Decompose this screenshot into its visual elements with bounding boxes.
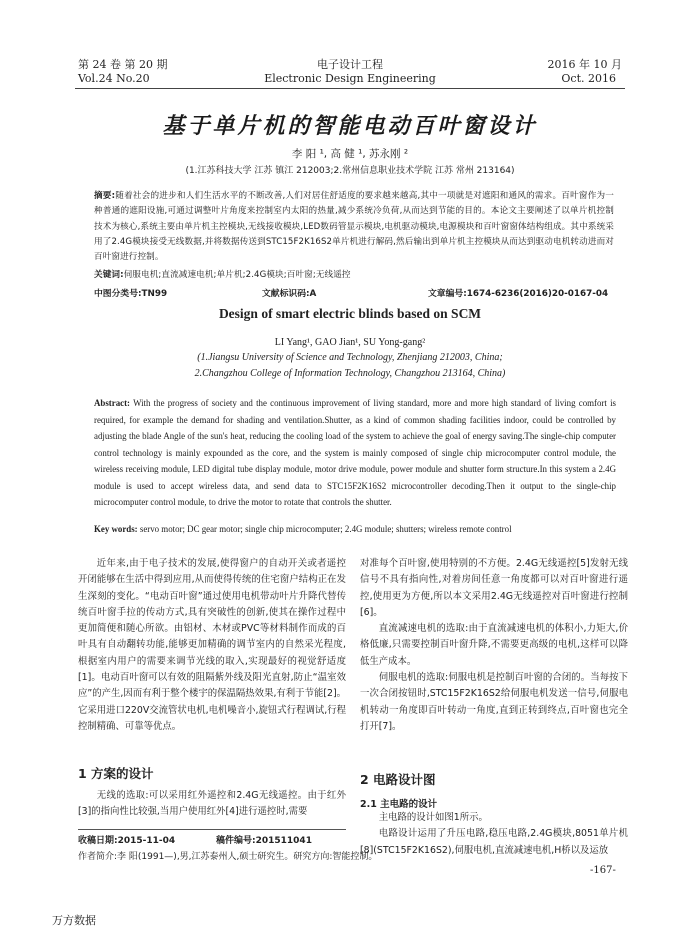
received-date: 收稿日期:2015-11-04 (78, 836, 176, 846)
footnote-rule (78, 829, 346, 830)
manuscript-number: 稿件编号:201511041 (216, 836, 312, 846)
document-code: 文献标识码:A (262, 289, 317, 299)
section-2-title: 2 电路设计图 (360, 772, 436, 787)
journal-name-cn: 电子设计工程 (317, 58, 383, 71)
page-number: -167- (590, 865, 616, 876)
affiliation-en-2: 2.Changzhou College of Information Technology, Changzhou 213164, China) (194, 368, 506, 379)
abstract-en-label: Abstract: (94, 398, 130, 408)
issue-date-cn: 2016 年 10 月 (547, 58, 622, 71)
subsection-2-1-body (360, 810, 628, 859)
keywords-cn-label: 关键词: (94, 270, 124, 280)
journal-volume-cn: 第 24 卷 第 20 期 (78, 58, 168, 71)
right-column (360, 556, 628, 735)
right-paragraph-2: 直流减速电机的选取:由于直流减速电机的体积小,力矩大,价格低廉,只需要控制百叶窗升降,不需要更高级的电机,这样可以降低生产成本。 (360, 623, 628, 667)
journal-volume-en: Vol.24 No.20 (78, 72, 150, 85)
abstract-cn-text: 随着社会的进步和人们生活水平的不断改善,人们对居住舒适度的要求越来越高,其中一项就是对遮阳和通风的需求。百叶窗作为一种普通的遮阳设施,可通过调整叶片角度来控制室内太阳的热量,减少系统冷负荷,从而达到节能的目的。本论文主要阐述了以单片机控制技术为核心,系统主要由单片机主控模块,无线接收模块,LED数码管显示模块,电机驱动模块,电源模块和百叶窗窗体结构组成。其中系统采用了2.4G模块接受无线数据,并将数据传送到STC15F2K16S2单片机进行解码,然后输出到单片机主控模块从而达到驱动电机转动进而对百叶窗进行控制。 (94, 191, 615, 263)
watermark: 万方数据 (52, 914, 96, 927)
title-en: Design of smart electric blinds based on SCM (218, 306, 482, 321)
keywords-cn (94, 268, 614, 283)
abstract-cn (94, 189, 614, 265)
issue-date-en: Oct. 2016 (561, 72, 616, 85)
keywords-cn-text: 伺服电机;直流减速电机;单片机;2.4G模块;百叶窗;无线遥控 (123, 270, 351, 280)
keywords-en-label: Key words: (94, 524, 138, 534)
subsection-2-1-title: 2.1 主电路的设计 (360, 799, 438, 810)
left-column (78, 556, 346, 735)
abstract-en (94, 395, 616, 511)
right-paragraph-5: 电路设计运用了升压电路,稳压电路,2.4G模块,8051单片机[8](STC15F2K16S2),伺服电机,直流减速电机,H桥以及运放 (360, 828, 628, 856)
article-number: 文章编号:1674-6236(2016)20-0167-04 (428, 289, 609, 299)
authors-cn: 李 阳 ¹, 高 健 ¹, 苏永刚 ² (291, 148, 409, 160)
journal-name-en: Electronic Design Engineering (264, 72, 436, 85)
author-bio: 作者简介:李 阳(1991—),男,江苏泰州人,硕士研究生。研究方向:智能控制。 (78, 852, 378, 862)
section-1-body (78, 788, 346, 821)
section-1-title: 1 方案的设计 (78, 766, 154, 781)
abstract-en-text: With the progress of society and the continuous improvement of living standard, more and more high standard of living comfort is required, for example the demand for shading and ventilation.Shutter, as a kind of common shading facilities indoor, could be controlled by adjusting the blade Angle of the sun's heat, reducing the cooling load of the system to achieve the goal of energy saving.The single-chip computer control technology is mainly expounded as the core, and the system is mainly composed of single chip microcomputer control module, the wireless receiving module, LED digital tube display module, motor drive module, power module and shutter form structure.In this system a 2.4G module is used to accept wireless data, and send data to STC15F2K16S2 microcontroller decoding.Then it output to the single-chip microcomputer control module, to drive the motor to rotate that controls the shutter. (94, 398, 616, 507)
right-paragraph-1: 对准每个百叶窗,使用特别的不方便。2.4G无线遥控[5]发射无线信号不具有指向性,对着房间任意一角度都可以对百叶窗进行遥控,使用更为方便,所以本文采用2.4G无线遥控对百叶窗进行控制[6]。 (360, 558, 628, 618)
intro-paragraph: 近年来,由于电子技术的发展,使得窗户的自动开关或者遥控开闭能够在生活中得到应用,从而使得传统的住宅窗户结构正在发生深刻的变化。“电动百叶窗”通过使用电机带动叶片升降代替传统百叶窗手拉的传动方式,具有突破性的创新,使其在操作过程中更加简便和随心所欲。由铝材、木材或PVC等材料制作而成的百叶具有自动翻转功能,能够更加精确的调节室内的自然采光程度,根据室内用户的需要来调节光线的取入,实现最好的视觉舒适度[1]。电动百叶窗可以有效的阻隔紫外线及阳光直射,防止“温室效应”的产生,因而有利于整个楼宇的保温隔热效果,有利于节能[2]。它采用进口220V交流管状电机,电机噪音小,旋钮式行程调试,行程控制精确、可靠等优点。 (78, 558, 346, 732)
affiliation-cn: (1.江苏科技大学 江苏 镇江 212003;2.常州信息职业技术学院 江苏 常州 213164) (185, 166, 515, 176)
clc-number: 中图分类号:TN99 (94, 289, 168, 299)
affiliation-en-1: (1.Jiangsu University of Science and Technology, Zhenjiang 212003, China; (197, 352, 503, 363)
section-1-paragraph: 无线的选取:可以采用红外遥控和2.4G无线遥控。由于红外[3]的指向性比较强,当用户使用红外[4]进行遥控时,需要 (78, 790, 346, 818)
right-paragraph-3: 伺服电机的选取:伺服电机是控制百叶窗的合闭的。当每按下一次合闭按钮时,STC15F2K16S2给伺服电机发送一信号,伺服电机转动一角度即百叶转动一角度,直到正转到终点,百叶窗也完全打开[7]。 (360, 672, 628, 732)
header-rule (75, 88, 625, 89)
right-paragraph-4: 主电路的设计如图1所示。 (378, 812, 488, 823)
keywords-en-text: servo motor; DC gear motor; single chip microcomputer; 2.4G module; shutters; wireless remote control (139, 524, 512, 534)
keywords-en (94, 521, 616, 538)
title-cn: 基于单片机的智能电动百叶窗设计 (162, 114, 538, 139)
abstract-cn-label: 摘要: (94, 191, 116, 201)
authors-en: LI Yang¹, GAO Jian¹, SU Yong-gang² (274, 337, 426, 348)
